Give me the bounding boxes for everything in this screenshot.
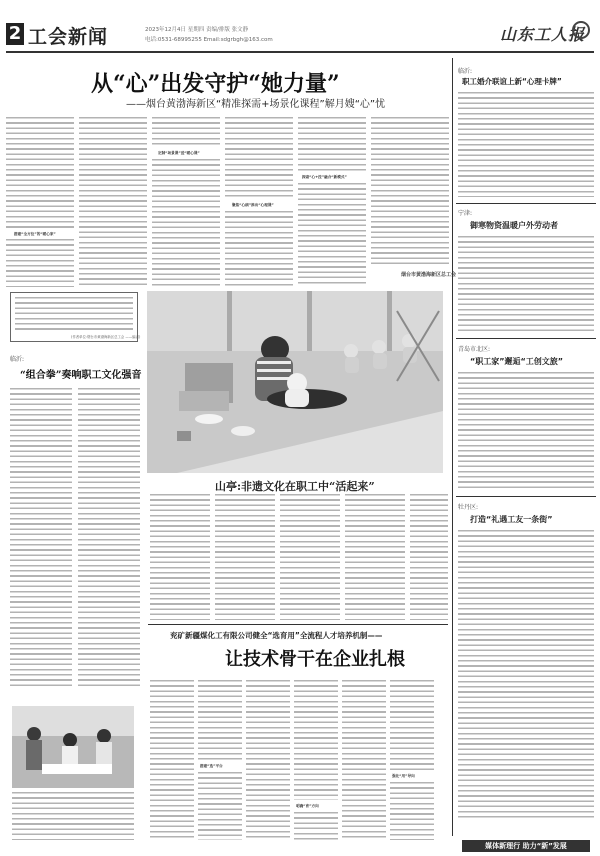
text-column: [198, 680, 242, 760]
text-column: [79, 117, 147, 287]
text-column: [152, 159, 220, 287]
sub-heading: 搭建“全方位”的“暖心家”: [14, 232, 56, 236]
text-column: [280, 494, 340, 620]
sidebar-item-text: [458, 236, 594, 332]
sub-heading: 探索“心+技”融合“新模式”: [302, 175, 347, 179]
sidebar-rule: [456, 338, 596, 339]
sidebar-item-title: 职工婚介联谊上新“心理卡牌”: [462, 77, 562, 86]
text-column: [225, 211, 293, 287]
newspaper-brand: 山东工人报: [500, 25, 586, 44]
sidebar-item-location: 临沂:: [458, 68, 473, 75]
sidebar-item-location: 宁津:: [458, 210, 473, 217]
unit-line: 烟台市黄渤海新区总工会: [401, 272, 457, 278]
editor-note-text: [15, 297, 133, 333]
text-column: [152, 117, 220, 147]
photo-workshop: [12, 706, 134, 788]
text-column: [150, 494, 210, 620]
sidebar-item-title: 打造“礼遇工友一条街”: [470, 515, 553, 524]
page-number: 2: [6, 23, 24, 45]
sidebar-rule: [456, 496, 596, 497]
sidebar-item-location: 青岛市北区:: [458, 346, 491, 353]
sub-heading: 聚焦“心病”推出“心理课”: [232, 203, 274, 207]
sub-heading: 搭建“选”平台: [200, 764, 223, 768]
section-title: 工会新闻: [28, 26, 109, 48]
photo-caption: 山亭:非遗文化在职工中“活起来”: [215, 480, 375, 493]
text-column: [371, 117, 449, 267]
text-column: [298, 117, 366, 171]
linyi-location: 临沂:: [10, 356, 25, 363]
sidebar-item-title: 御寒物资温暖户外劳动者: [470, 221, 558, 230]
author-note: (作者单位:烟台市黄渤海新区总工会 ——编者): [71, 335, 141, 339]
header-rule: [6, 51, 594, 53]
sub-heading: 定制“场景课”送“暖心课”: [158, 151, 200, 155]
sidebar-item-text: [458, 372, 594, 490]
text-column: [198, 772, 242, 840]
text-column: [6, 117, 74, 229]
text-column: [78, 388, 140, 688]
text-column: [225, 117, 293, 197]
footer-banner: 媒体新理行 助力“新”发展: [462, 840, 590, 852]
photo-caption-text: [12, 792, 134, 840]
text-column: [342, 680, 386, 840]
bottom-title: 让技术骨干在企业扎根: [225, 649, 405, 670]
text-column: [390, 782, 434, 840]
section-rule: [148, 624, 448, 625]
main-story-subtitle: ——烟台黄渤海新区“精准探需+场景化课程”解月嫂“心”忧: [126, 99, 386, 110]
photo-illustration: [147, 291, 443, 473]
text-column: [10, 388, 72, 688]
newspaper-seal-icon: [572, 21, 590, 39]
text-column: [150, 680, 194, 840]
photo-illustration: [12, 706, 134, 788]
main-story-title: 从“心”出发守护“她力量”: [91, 71, 340, 97]
linyi-story: [6, 344, 144, 694]
sidebar-item-text: [458, 530, 594, 820]
text-column: [410, 494, 448, 620]
text-column: [246, 680, 290, 840]
sidebar-item-text: [458, 92, 594, 197]
text-column: [6, 239, 74, 287]
sub-heading: 明确“育”方向: [296, 804, 319, 808]
sidebar: [456, 58, 596, 838]
sidebar-item-location: 牡丹区:: [458, 504, 479, 511]
text-column: [390, 680, 434, 770]
text-column: [345, 494, 405, 620]
text-column: [298, 183, 366, 287]
sidebar-rule: [456, 203, 596, 204]
text-column: [215, 494, 275, 620]
date-line: 2023年12月4日 星期四 责编/排版 张文静: [145, 27, 249, 33]
editor-note: [10, 292, 141, 342]
sidebar-item-title: “职工家”邂逅“工创文旅”: [470, 357, 564, 366]
photo-worker-with-baby: [147, 291, 443, 473]
text-column: [294, 680, 338, 800]
bottom-kicker: 兖矿新疆煤化工有限公司健全“选育用”全流程人才培养机制——: [170, 631, 383, 640]
linyi-title: “组合拳”奏响职工文化强音: [20, 370, 142, 381]
contact-line: 电话:0531-68995255 Email:sdgrbgh@163.com: [145, 37, 273, 43]
sidebar-divider: [452, 58, 453, 836]
main-story: [6, 55, 457, 290]
text-column: [294, 812, 338, 840]
sub-heading: 强化“用”导向: [392, 774, 415, 778]
